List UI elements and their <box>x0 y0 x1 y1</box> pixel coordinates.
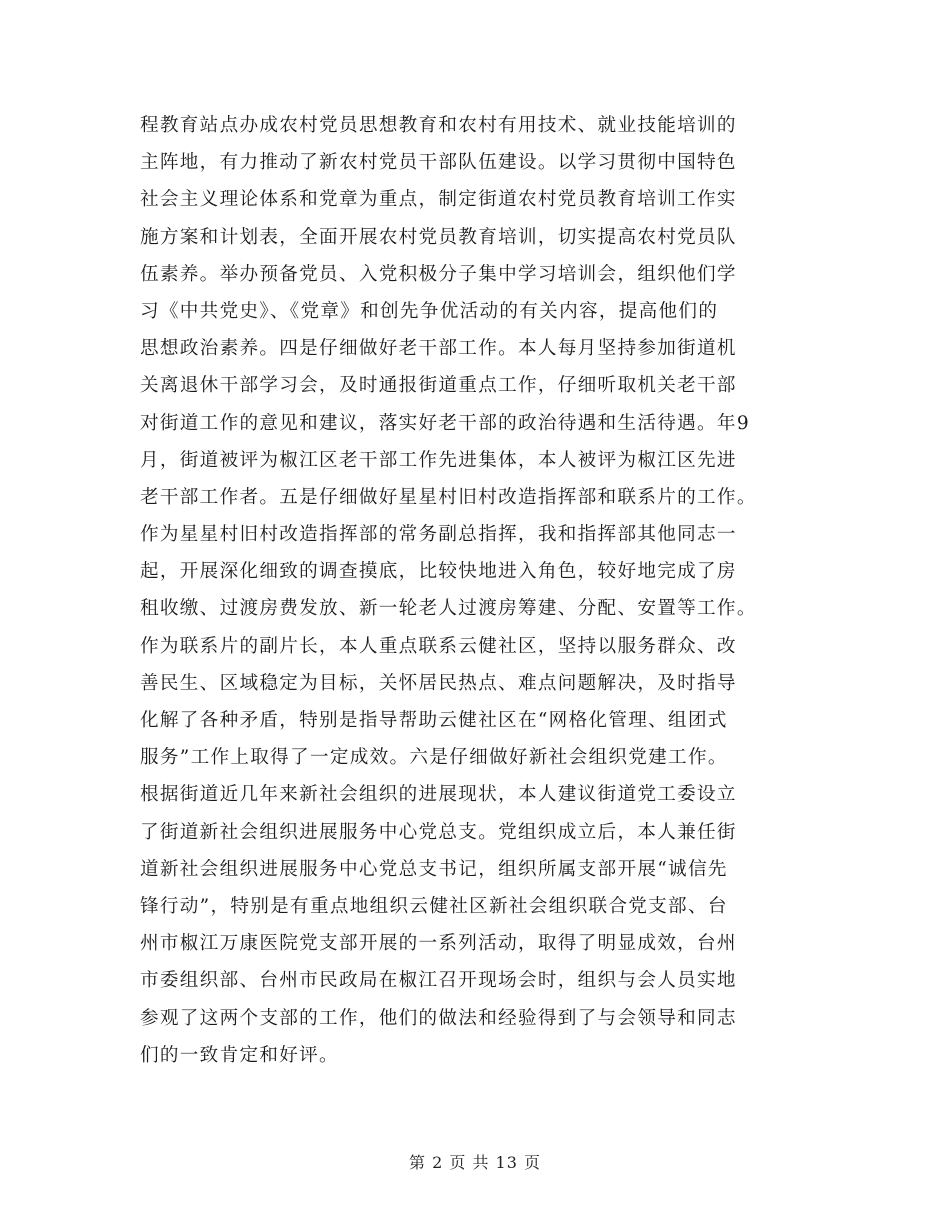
text-line: 老干部工作者。五是仔细做好星星村旧村改造指挥部和联系片的工作。 <box>140 486 757 508</box>
text-line: 租收缴、过渡房费发放、新一轮老人过渡房筹建、分配、安置等工作。 <box>140 598 757 620</box>
text-line: 服务”工作上取得了一定成效。六是仔细做好新社会组织党建工作。 <box>140 747 728 769</box>
text-line: 关离退休干部学习会，及时通报街道重点工作，仔细听取机关老干部 <box>140 375 737 397</box>
page-footer <box>0 1150 950 1173</box>
text-line: 社会主义理论体系和党章为重点，制定街道农村党员教育培训工作实 <box>140 189 737 211</box>
text-line: 了街道新社会组织进展服务中心党总支。党组织成立后，本人兼任街 <box>140 821 737 843</box>
text-line: 道新社会组织进展服务中心党总支书记，组织所属支部开展“诚信先 <box>140 858 728 880</box>
text-line: 对街道工作的意见和建议，落实好老干部的政治待遇和生活待遇。年9 <box>140 412 750 434</box>
text-line: 起，开展深化细致的调查摸底，比较快地进入角色，较好地完成了房 <box>140 561 737 583</box>
text-line: 化解了各种矛盾，特别是指导帮助云健社区在“网格化管理、组团式 <box>140 710 728 731</box>
text-line: 月，街道被评为椒江区老干部工作先进集体，本人被评为椒江区先进 <box>140 449 737 471</box>
text-line: 根据街道近几年来新社会组织的进展现状，本人建议街道党工委设立 <box>140 784 737 806</box>
page-number-label: 第 2 页 共 13 页 <box>409 1153 541 1172</box>
text-line: 主阵地，有力推动了新农村党员干部队伍建设。以学习贯彻中国特色 <box>140 152 737 174</box>
text-line: 施方案和计划表，全面开展农村党员教育培训，切实提高农村党员队 <box>140 226 737 248</box>
text-line: 市委组织部、台州市民政局在椒江召开现场会时，组织与会人员实地 <box>140 970 737 992</box>
text-line: 州市椒江万康医院党支部开展的一系列活动，取得了明显成效，台州 <box>140 933 737 955</box>
text-line: 锋行动”，特别是有重点地组织云健社区新社会组织联合党支部、台 <box>140 895 728 917</box>
text-line: 程教育站点办成农村党员思想教育和农村有用技术、就业技能培训的 <box>140 115 737 136</box>
text-line: 善民生、区域稳定为目标，关怀居民热点、难点问题解决，及时指导 <box>140 672 737 694</box>
body-text <box>140 107 810 1074</box>
text-line: 作为联系片的副片长，本人重点联系云健社区，坚持以服务群众、改 <box>140 635 737 657</box>
text-line: 们的一致肯定和好评。 <box>140 1044 339 1066</box>
text-line: 参观了这两个支部的工作，他们的做法和经验得到了与会领导和同志 <box>140 1007 737 1029</box>
text-line: 思想政治素养。四是仔细做好老干部工作。本人每月坚持参加街道机 <box>140 338 737 360</box>
text-line: 习《中共党史》、《党章》和创先争优活动的有关内容，提高他们的 <box>140 300 719 322</box>
text-line: 作为星星村旧村改造指挥部的常务副总指挥，我和指挥部其他同志一 <box>140 524 737 546</box>
text-line: 伍素养。举办预备党员、入党积极分子集中学习培训会，组织他们学 <box>140 263 737 285</box>
